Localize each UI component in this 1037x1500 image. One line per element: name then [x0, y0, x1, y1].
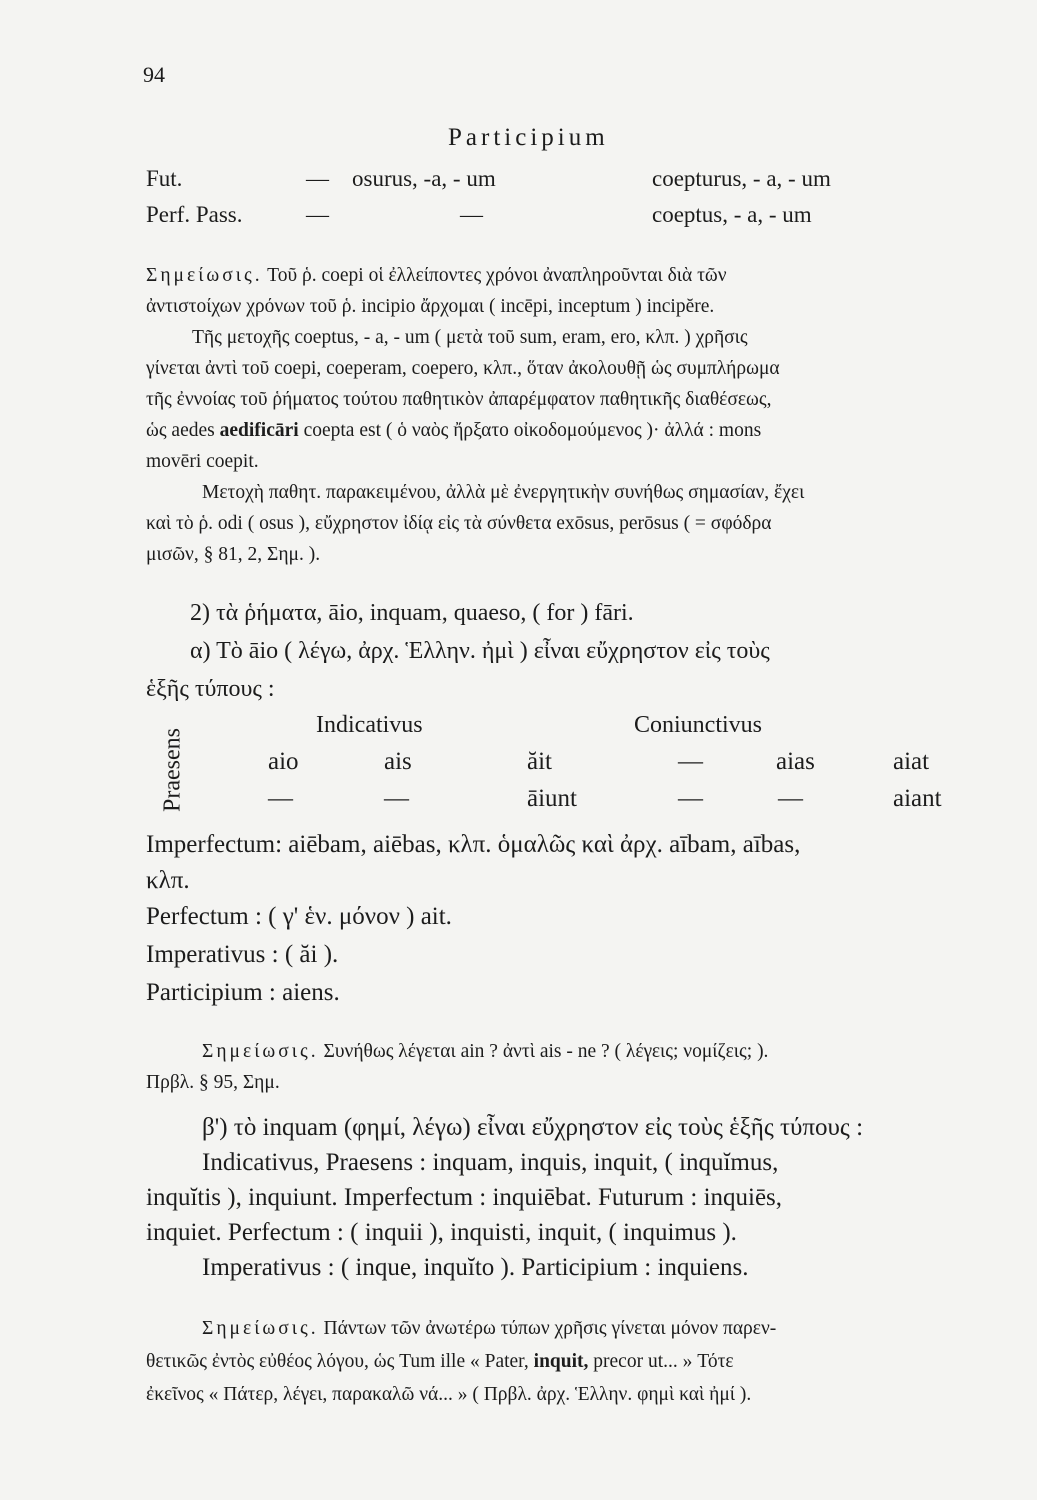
note-3: [146, 1312, 1006, 1411]
note-1-line-5: τῆς ἐννοίας τοῦ ῥήματος τούτου παθητικὸν ἀπαρέμφατον παθητικῆς διαθέσεως,: [146, 389, 772, 410]
perf-form-b: coeptus, - a, - um: [652, 202, 812, 227]
note-3-line-3: ἐκεῖνος « Πάτερ, λέγει, παρακαλῶ νά... » ( Πρβλ. ἀρχ. Ἑλλην. φημὶ καὶ ἠμί ).: [146, 1384, 752, 1405]
table-cell: —: [384, 785, 409, 812]
fut-form-a: osurus, -a, - um: [352, 166, 496, 191]
page-number: 94: [143, 62, 165, 87]
note-1-lead: Σημείωσις.: [146, 265, 263, 286]
note-2-lead: Σημείωσις.: [202, 1041, 319, 1062]
table-cell: —: [678, 748, 703, 775]
section-2a-line-1: α) Τὸ āio ( λέγω, ἀρχ. Ἑλλην. ἠμὶ ) εἶναι εὔχρηστον εἰς τοὺς: [190, 638, 770, 664]
fut-label: Fut.: [146, 166, 183, 191]
note-1-line-10: μισῶν, § 81, 2, Σημ. ).: [146, 544, 321, 565]
section-b-line-2: Indicativus, Praesens : inquam, inquis, inquit, ( inquĭmus,: [202, 1149, 779, 1176]
indicativus-header: Indicativus: [316, 712, 423, 738]
imperfectum-line-1: Imperfectum: aiēbam, aiēbas, κλπ. ὁμαλῶς καὶ ἀρχ. aībam, aības,: [146, 831, 801, 858]
participium-line: Participium : aiens.: [146, 979, 340, 1006]
section-2-title: 2) τὰ ῥήματα, āio, inquam, quaeso, ( for ) fāri.: [190, 600, 634, 626]
fut-form-b: coepturus, - a, - um: [652, 166, 831, 191]
note-2: [146, 1036, 1006, 1098]
table-cell: —: [778, 785, 803, 812]
note-3-line-2: θετικῶς ἐντὸς εὐθέος λόγου, ὡς Tum ille « Pater, inquit, precor ut... » Τότε: [146, 1351, 734, 1372]
note-1-line-4: γίνεται ἀντὶ τοῦ coepi, coeperam, coepero, κλπ., ὅταν ἀκολουθῇ ὡς συμπλήρωμα: [146, 358, 780, 379]
section-b-line-1: β') τὸ inquam (φημί, λέγω) εἶναι εὔχρηστον εἰς τοὺς ἑξῆς τύπους :: [202, 1114, 864, 1141]
section-b-line-3: inquĭtis ), inquiunt. Imperfectum : inquiēbat. Futurum : inquiēs,: [146, 1184, 783, 1211]
section-2a-line-2: ἑξῆς τύπους :: [146, 676, 275, 702]
bold-term: inquit,: [533, 1351, 589, 1372]
imperativus-line: Imperativus : ( ăi ).: [146, 941, 339, 968]
imperfectum-line-2: κλπ.: [146, 867, 190, 894]
table-cell: aias: [776, 748, 815, 775]
note-1-line-3: Τῆς μετοχῆς coeptus, - a, - um ( μετὰ τοῦ sum, eram, ero, κλπ. ) χρῆσις: [192, 327, 748, 348]
section-b-line-4: inquiet. Perfectum : ( inquii ), inquisti, inquit, ( inquimus ).: [146, 1219, 737, 1246]
note-1-line-2: ἀντιστοίχων χρόνων τοῦ ῥ. incipio ἄρχομαι ( incēpi, inceptum ) incipĕre.: [146, 296, 715, 317]
perf-dash-2: —: [460, 202, 483, 227]
table-cell: aiant: [893, 785, 942, 812]
table-cell: ăit: [527, 748, 552, 775]
perf-dash-1: —: [306, 202, 329, 227]
note-1-line-6: ὡς aedes aedificāri coepta est ( ὁ ναὸς ἤρξατο οἰκοδομούμενος )· ἀλλά : mons: [146, 420, 762, 441]
perf-label: Perf. Pass.: [146, 202, 243, 227]
coniunctivus-header: Coniunctivus: [634, 712, 763, 738]
note-3-line-1: Σημείωσις. Πάντων τῶν ἀνωτέρω τύπων χρῆσις γίνεται μόνον παρεν-: [202, 1318, 777, 1339]
section-b: [146, 1110, 1006, 1285]
table-cell: aio: [268, 748, 299, 775]
note-1-line-7: movēri coepit.: [146, 451, 259, 472]
table-cell: —: [678, 785, 703, 812]
bold-term: aedificāri: [219, 420, 299, 441]
fut-dash: —: [306, 166, 329, 191]
table-cell: ais: [384, 748, 412, 775]
note-1-line-8: Μετοχὴ παθητ. παρακειμένου, ἀλλὰ μὲ ἐνεργητικὴν συνήθως σημασίαν, ἔχει: [202, 482, 805, 503]
perfectum-line: Perfectum : ( γ' ἑν. μόνον ) ait.: [146, 903, 452, 930]
table-cell: aiat: [893, 748, 930, 775]
table-cell: āiunt: [527, 785, 577, 812]
note-2-line-1: Σημείωσις. Συνήθως λέγεται ain ? ἀντὶ ais - ne ? ( λέγεις; νομίζεις; ).: [202, 1041, 769, 1062]
table-cell: —: [268, 785, 293, 812]
section-heading: Participium: [448, 124, 609, 151]
note-1: [146, 260, 1006, 570]
note-1-line-1: Σημείωσις. Τοῦ ῥ. coepi οἱ ἐλλείποντες χρόνοι ἀναπληροῦνται διὰ τῶν: [146, 265, 727, 286]
section-b-line-5: Imperativus : ( inque, inquĭto ). Participium : inquiens.: [202, 1254, 749, 1281]
praesens-side-label: Praesens: [159, 728, 186, 812]
note-1-line-9: καὶ τὸ ῥ. odi ( osus ), εὔχρηστον ἰδίᾳ εἰς τὰ σύνθετα exōsus, perōsus ( = σφόδρα: [146, 513, 772, 534]
note-3-lead: Σημείωσις.: [202, 1318, 319, 1339]
note-2-line-2: Πρβλ. § 95, Σημ.: [146, 1072, 280, 1093]
